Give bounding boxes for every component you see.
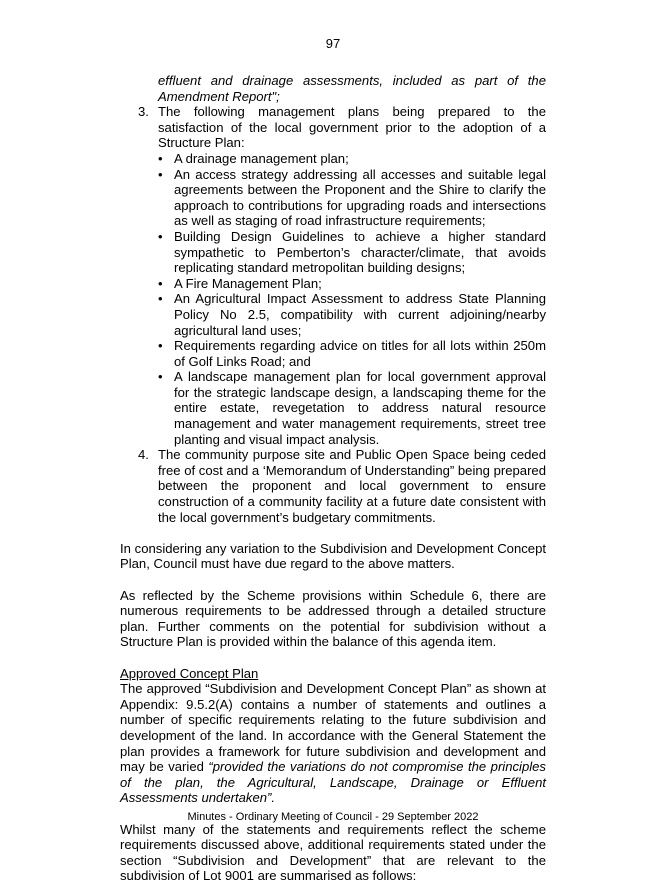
paragraph-scheme-provisions: As reflected by the Scheme provisions within Schedule 6, there are numerous requirements to be addressed through a detailed structure plan. Further comments on the potential for subdivision without a Structure Plan is provided within the balance of this agenda item. — [120, 587, 546, 650]
list-item-3 — [120, 104, 546, 151]
bullet-item: • An Agricultural Impact Assessment to address State Planning Policy No 2.5, compatibility with current adjoining/nearby agricultural land uses; — [158, 291, 546, 338]
list-item-text: The community purpose site and Public Open Space being ceded free of cost and a ‘Memorandum of Understanding” being prepared between the proponent and local government to ensure construction of a community facility at a future date consistent with the local government’s budgetary commitments. — [158, 447, 546, 525]
list-item-text: The following management plans being prepared to the satisfaction of the local government prior to the adoption of a Structure Plan: — [158, 104, 546, 151]
bullet-item: • An access strategy addressing all accesses and suitable legal agreements between the Proponent and the Shire to clarify the approach to contributions for upgrading roads and intersections as well as staging of road infrastructure requirements; — [158, 166, 546, 229]
list-number: 4. — [138, 447, 149, 463]
bullet-icon: • — [158, 291, 163, 307]
bullet-icon: • — [158, 338, 163, 354]
bullet-item: • A landscape management plan for local government approval for the strategic landscape design, a landscaping theme for the entire estate, revegetation to address natural resource management and water management requirements, street tree planting and visual impact analysis. — [158, 369, 546, 447]
section-heading: Approved Concept Plan — [120, 665, 259, 681]
bullet-icon: • — [158, 228, 163, 244]
bullet-item: • A Fire Management Plan; — [158, 275, 322, 291]
bullet-icon: • — [158, 369, 163, 385]
quoted-condition: “provided the variations do not compromise the principles of the plan, the Agricultural, Landscape, Drainage or Effluent Assessments undertaken”. — [120, 759, 546, 806]
paragraph-variation: In considering any variation to the Subdivision and Development Concept Plan, Council must have due regard to the above matters. — [120, 540, 546, 572]
list-item-4 — [120, 447, 546, 525]
bullet-item: • A drainage management plan; — [158, 150, 349, 166]
page-number: 97 — [325, 36, 341, 51]
management-plans-list — [120, 151, 546, 447]
page-footer: Minutes - Ordinary Meeting of Council - 29 September 2022 — [187, 811, 479, 823]
document-body — [120, 73, 546, 884]
intro-quote: effluent and drainage assessments, included as part of the Amendment Report"; — [158, 73, 546, 104]
list-number: 3. — [138, 104, 149, 120]
bullet-item: • Requirements regarding advice on titles for all lots within 250m of Golf Links Road; and — [158, 338, 546, 369]
paragraph-summary: Whilst many of the statements and requirements reflect the scheme requirements discussed above, additional requirements stated under the section “Subdivision and Development” that are relevant to the subdivision of Lot 9001 are summarised as follows: — [120, 821, 546, 884]
bullet-icon: • — [158, 275, 163, 291]
paragraph-concept-plan: The approved “Subdivision and Development Concept Plan” as shown at Appendix: 9.5.2(A) contains a number of statements and outlines a number of specific requirements relating to the future subdivision and development of the land. In accordance with the General Statement the plan provides a framework for future subdivision and development and may be varied “provided the variations do not compromise the principles of the plan, the Agricultural, Landscape, Drainage or Effluent Assessments undertaken”. — [120, 681, 546, 806]
bullet-icon: • — [158, 166, 163, 182]
bullet-item: • Building Design Guidelines to achieve a higher standard sympathetic to Pemberton’s character/climate, that avoids replicating standard metropolitan building designs; — [158, 228, 546, 276]
bullet-icon: • — [158, 150, 163, 166]
